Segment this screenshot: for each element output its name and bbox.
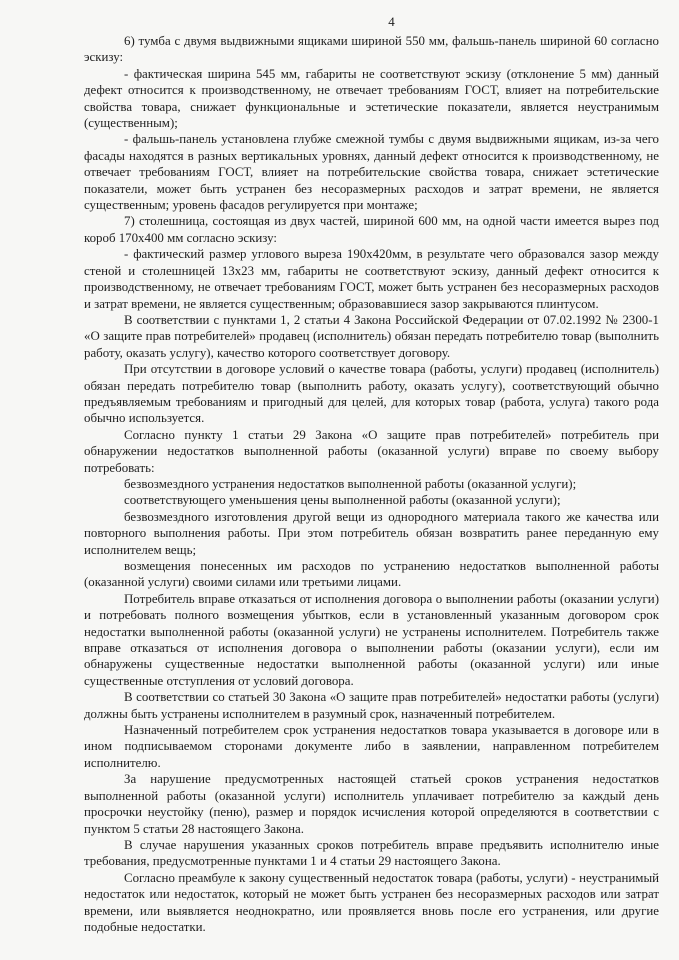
paragraph-law-article-4: В соответствии с пунктами 1, 2 статьи 4 Закона Российской Федерации от 07.02.1992 № 2300-1 «О защите прав потребителей» продавец (исполнитель) обязан передать потребителю товар (выполнить работу, оказать услугу), качество которого соответствует договору. [84, 312, 659, 360]
paragraph-demand-4: возмещения понесенных им расходов по устранению недостатков выполненной работы (оказанной услуги) своими силами или третьими лицами. [84, 559, 659, 590]
paragraph-item-7: 7) столешница, состоящая из двух частей, шириной 600 мм, на одной части имеется вырез под короб 170х400 мм согласно эскизу: [84, 214, 659, 245]
paragraph-demand-1: безвозмездного устранения недостатков выполненной работы (оказанной услуги); [124, 476, 577, 491]
paragraph-cutout-defect: - фактический размер углового выреза 190х420мм, в результате чего образовался зазор между стеной и столешницей 13х23 мм, габариты не соответствуют эскизу, данный дефект относится к производственному, не отвечает требованиям ГОСТ, может быть устранен без несоразмерных расходов и затрат времени, не является существенным; образовавшиеся зазор закрываются плинтусом. [84, 247, 659, 311]
paragraph-penalty: За нарушение предусмотренных настоящей статьей сроков устранения недостатков выполненной работы (оказанной услуги) исполнитель уплачивает потребителю за каждый день просрочки неустойку (пеню), размер и порядок исчисления которой определяются в соответствии с пунктом 5 статьи 28 настоящего Закона. [84, 772, 659, 836]
paragraph-width-defect: - фактическая ширина 545 мм, габариты не соответствуют эскизу (отклонение 5 мм) данный дефект относится к производственному, не отвечает требованиям ГОСТ, влияет на потребительские свойства товара, снижает функциональные и эстетические показатели, является неустранимым (существенным); [84, 66, 659, 131]
paragraph-violation: В случае нарушения указанных сроков потребитель вправе предъявить исполнителю иные требования, предусмотренные пунктами 1 и 4 статьи 29 настоящего Закона. [84, 837, 659, 869]
paragraph-item-6: 6) тумба с двумя выдвижными ящиками шириной 550 мм, фальшь-панель шириной 60 согласно эскизу: [84, 34, 659, 65]
paragraph-term: Назначенный потребителем срок устранения недостатков товара указывается в договоре или в ином подписываемом сторонами документе либо в заявлении, направленном потребителем исполнителю. [84, 723, 659, 770]
paragraph-demand-2: соответствующего уменьшения цены выполненной работы (оказанной услуги); [124, 493, 561, 508]
paragraph-article-30: В соответствии со статьей 30 Закона «О защите прав потребителей» недостатки работы (услуги) должны быть устранены исполнителем в разумный срок, назначенный потребителем. [84, 690, 659, 721]
paragraph-preamble: Согласно преамбуле к закону существенный недостаток товара (работы, услуги) - неустранимый недостаток или недостаток, который не может быть устранен без несоразмерных расходов или затрат времени, или выявляется неоднократно, или проявляется вновь после его устранения, или другие подобные недостатки. [84, 870, 659, 934]
paragraph-panel-defect: - фальшь-панель установлена глубже смежной тумбы с двумя выдвижными ящикам, из-за чего фасады находятся в разных вертикальных уровнях, данный дефект относится к производственному, не отвечает требованиям ГОСТ, влияет на потребительские свойства товара, снижает эстетические показатели, может быть устранен без несоразмерных расходов и затрат времени, не является существенным; уровень фасадов регулируется при монтаже; [84, 132, 659, 213]
paragraph-quality-absent: При отсутствии в договоре условий о качестве товара (работы, услуги) продавец (исполнитель) обязан передать потребителю товар (выполнить работу, оказать услугу), соответствующий обычно предъявляемым требованиям и пригодный для целей, для которых товар (работа, услуга) такого рода обычно используется. [84, 362, 659, 426]
paragraph-article-29: Согласно пункту 1 статьи 29 Закона «О защите прав потребителей» потребитель при обнаружении недостатков выполненной работы (оказанной услуги) вправе по своему выбору потребовать: [84, 427, 659, 475]
page-number: 4 [388, 14, 395, 29]
paragraph-refusal: Потребитель вправе отказаться от исполнения договора о выполнении работы (оказании услуги) и потребовать полного возмещения убытков, если в установленный указанным договором срок недостатки выполненной работы (оказанной услуги) не устранены исполнителем. Потребитель также вправе отказаться от исполнения договора о выполнении работы (оказании услуги), если им обнаружены существенные недостатки выполненной работы (оказанной услуги) или иные существенные отступления от условий договора. [84, 591, 659, 688]
paragraph-demand-3: безвозмездного изготовления другой вещи из однородного материала такого же качества или повторного выполнения работы. При этом потребитель обязан возвратить ранее переданную ему исполнителем вещь; [84, 509, 659, 557]
